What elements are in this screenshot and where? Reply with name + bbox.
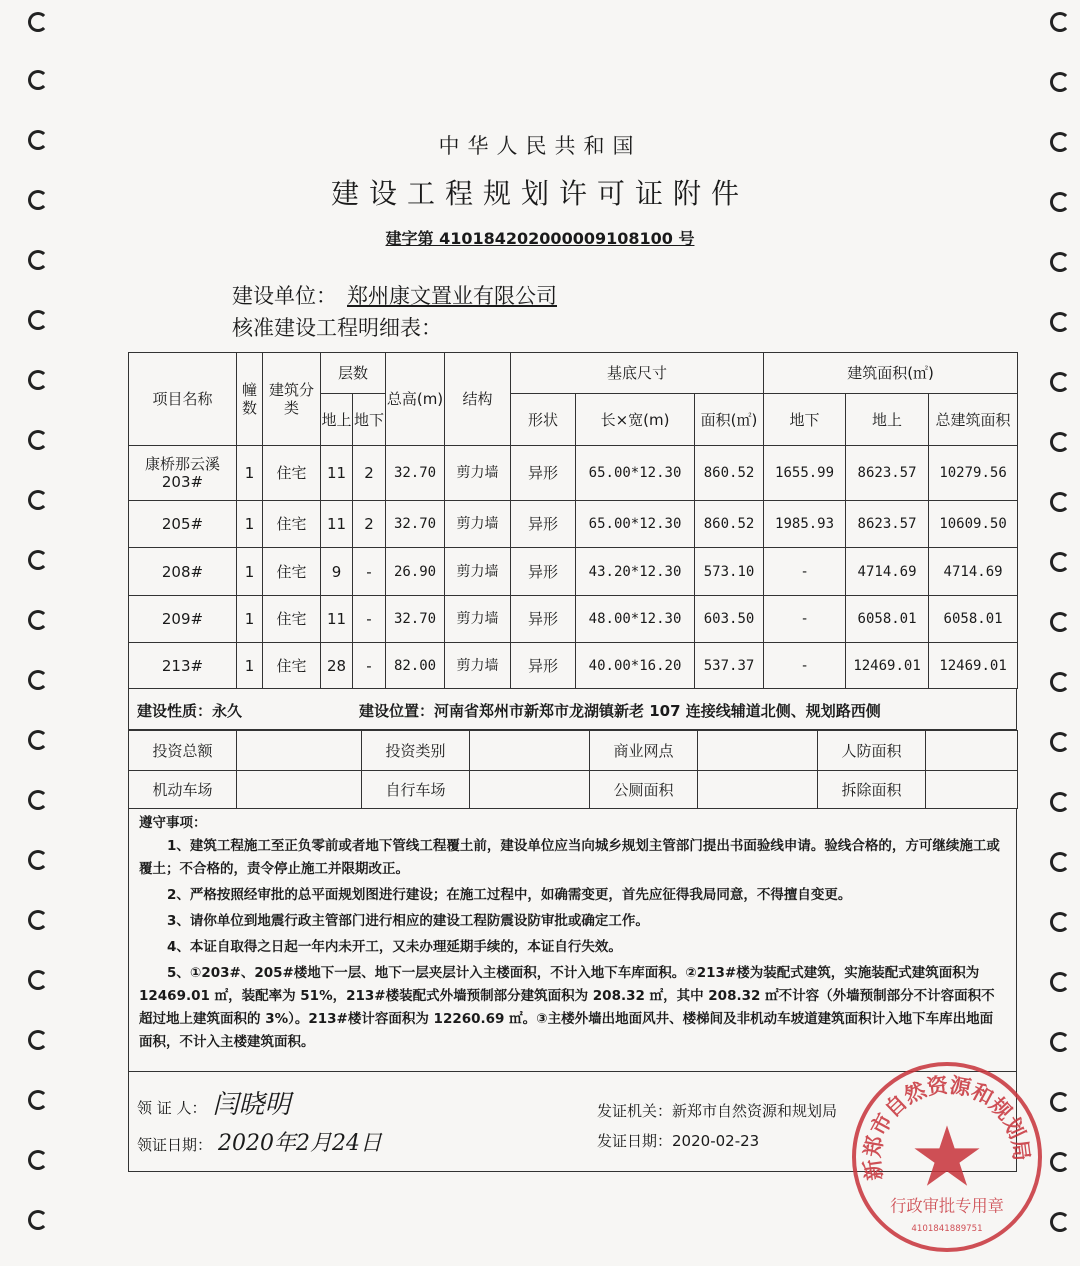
cell-structure: 剪力墙 — [445, 643, 511, 689]
cell-lw: 40.00*16.20 — [576, 643, 695, 689]
cell-total: 6058.01 — [929, 596, 1018, 643]
cell-type: 住宅 — [263, 446, 321, 501]
col-base: 基底尺寸 — [511, 353, 764, 394]
motor-parking-label: 机动车场 — [129, 771, 237, 809]
cell-barea: 573.10 — [695, 548, 764, 596]
cell-lw: 48.00*12.30 — [576, 596, 695, 643]
cell-barea: 860.52 — [695, 446, 764, 501]
cell-shape: 异形 — [511, 446, 576, 501]
col-area: 建筑面积(㎡) — [764, 353, 1018, 394]
col-above: 地上 — [321, 394, 353, 446]
col-count: 幢数 — [237, 353, 263, 446]
note-item: 1、建筑工程施工至正负零前或者地下管线工程覆土前，建设单位应当向城乡规划主管部门提出书面验线申请。验线合格的，方可继续施工或覆土；不合格的，责令停止施工并限期改正。 — [139, 838, 1000, 877]
cell-total: 12469.01 — [929, 643, 1018, 689]
cell-lw: 65.00*12.30 — [576, 446, 695, 501]
cell-barea: 860.52 — [695, 501, 764, 548]
cell-height: 32.70 — [386, 501, 445, 548]
cell-height: 82.00 — [386, 643, 445, 689]
cell-shape: 异形 — [511, 596, 576, 643]
cell-height: 32.70 — [386, 446, 445, 501]
cell-type: 住宅 — [263, 596, 321, 643]
cell-name: 209# — [129, 596, 237, 643]
cell-type: 住宅 — [263, 548, 321, 596]
cell-lw: 65.00*12.30 — [576, 501, 695, 548]
col-type: 建筑分类 — [263, 353, 321, 446]
cell-name: 208# — [129, 548, 237, 596]
cell-under: - — [764, 643, 846, 689]
cell-below: - — [353, 596, 386, 643]
svg-text:新郑市自然资源和规划局: 新郑市自然资源和规划局 — [859, 1071, 1035, 1183]
cell-count: 1 — [237, 501, 263, 548]
cell-over: 8623.57 — [846, 446, 929, 501]
bike-parking-label: 自行车场 — [362, 771, 470, 809]
note-item: 4、本证自取得之日起一年内未开工，又未办理延期手续的，本证自行失效。 — [167, 939, 622, 955]
document-title: 建设工程规划许可证附件 — [330, 177, 749, 210]
svg-text:行政审批专用章: 行政审批专用章 — [890, 1196, 1004, 1216]
invest-total-label: 投资总额 — [129, 731, 237, 771]
info-table — [128, 730, 1018, 809]
col-shape: 形状 — [511, 394, 576, 446]
cell-type: 住宅 — [263, 501, 321, 548]
cell-lw: 43.20*12.30 — [576, 548, 695, 596]
cell-name: 213# — [129, 643, 237, 689]
cell-below: 2 — [353, 501, 386, 548]
star-icon — [914, 1125, 979, 1185]
table-row — [129, 446, 1018, 501]
cell-under: 1655.99 — [764, 446, 846, 501]
cell-below: - — [353, 643, 386, 689]
col-lw: 长×宽(m) — [576, 394, 695, 446]
col-name: 项目名称 — [129, 353, 237, 446]
table-row — [129, 548, 1018, 596]
issue-date: 2020-02-23 — [672, 1132, 760, 1150]
cell-count: 1 — [237, 643, 263, 689]
cell-above: 11 — [321, 446, 353, 501]
commercial-label: 商业网点 — [590, 731, 698, 771]
col-structure: 结构 — [445, 353, 511, 446]
cell-count: 1 — [237, 596, 263, 643]
cell-barea: 537.37 — [695, 643, 764, 689]
cell-under: 1985.93 — [764, 501, 846, 548]
cell-over: 12469.01 — [846, 643, 929, 689]
col-below: 地下 — [353, 394, 386, 446]
country-title: 中华人民共和国 — [438, 134, 642, 158]
civil-defense-label: 人防面积 — [818, 731, 926, 771]
cell-type: 住宅 — [263, 643, 321, 689]
demolition-label: 拆除面积 — [818, 771, 926, 809]
cell-shape: 异形 — [511, 501, 576, 548]
cell-structure: 剪力墙 — [445, 446, 511, 501]
cell-above: 9 — [321, 548, 353, 596]
col-under: 地下 — [764, 394, 846, 446]
detail-table-title: 核准建设工程明细表： — [232, 316, 442, 340]
receiver-signature: 闫晓明 — [212, 1090, 291, 1120]
note-item: 2、严格按照经审批的总平面规划图进行建设；在施工过程中，如确需变更，首先应征得我局同意，不得擅自变更。 — [167, 887, 852, 903]
col-total: 总建筑面积 — [929, 394, 1018, 446]
col-height: 总高(m) — [386, 353, 445, 446]
svg-text:4101841889751: 4101841889751 — [911, 1223, 983, 1234]
cell-total: 4714.69 — [929, 548, 1018, 596]
issuer-label: 发证机关： — [597, 1102, 673, 1120]
cell-below: - — [353, 548, 386, 596]
col-base-area: 面积(㎡) — [695, 394, 764, 446]
cell-height: 26.90 — [386, 548, 445, 596]
cell-name: 康桥那云溪203# — [129, 446, 237, 501]
cell-above: 28 — [321, 643, 353, 689]
table-row — [129, 596, 1018, 643]
cell-over: 6058.01 — [846, 596, 929, 643]
cell-over: 4714.69 — [846, 548, 929, 596]
col-over: 地上 — [846, 394, 929, 446]
notes-section — [128, 808, 1017, 1072]
cell-structure: 剪力墙 — [445, 596, 511, 643]
cell-total: 10279.56 — [929, 446, 1018, 501]
cell-shape: 异形 — [511, 548, 576, 596]
issuer: 新郑市自然资源和规划局 — [672, 1102, 838, 1120]
cell-count: 1 — [237, 446, 263, 501]
receive-date-handwritten: 2020年2月24日 — [218, 1131, 382, 1156]
toilet-label: 公厕面积 — [590, 771, 698, 809]
cell-shape: 异形 — [511, 643, 576, 689]
note-item: 3、请你单位到地震行政主管部门进行相应的建设工程防震设防审批或确定工作。 — [167, 913, 649, 929]
issue-date-label: 发证日期： — [597, 1132, 673, 1150]
notes-title: 遵守事项： — [139, 815, 207, 831]
table-row — [129, 501, 1018, 548]
cell-structure: 剪力墙 — [445, 548, 511, 596]
cell-total: 10609.50 — [929, 501, 1018, 548]
cell-structure: 剪力墙 — [445, 501, 511, 548]
cell-under: - — [764, 548, 846, 596]
receive-date-label: 领证日期： — [137, 1136, 213, 1154]
nature-location-row — [128, 688, 1017, 730]
cell-height: 32.70 — [386, 596, 445, 643]
cell-above: 11 — [321, 596, 353, 643]
permit-number: 建字第 410184202000009108100 号 — [385, 229, 695, 248]
cell-count: 1 — [237, 548, 263, 596]
cell-above: 11 — [321, 501, 353, 548]
col-floors: 层数 — [321, 353, 386, 394]
table-row — [129, 643, 1018, 689]
official-seal — [852, 1062, 1042, 1252]
construction-location: 建设位置：河南省郑州市新郑市龙湖镇新老 107 连接线辅道北侧、规划路西侧 — [359, 702, 881, 720]
note-item: 5、①203#、205#楼地下一层、地下一层夹层计入主楼面积，不计入地下车库面积。②213#楼为装配式建筑，实施装配式建筑面积为 12469.01 ㎡，装配率为 51%，213#楼装配式外墙预制部分建筑面积为 208.32 ㎡，其中 208.32 ㎡不计容（外墙预制部分不计容面积不超过地上建筑面积的 3%）。213#楼计容面积为 12260.69 ㎡。③主楼外墙出地面风井、楼梯间及非机动车坡道建筑面积计入地下车库出地面面积，不计入主楼建筑面积。 — [139, 965, 995, 1050]
seal-graphic — [856, 1066, 1038, 1248]
cell-below: 2 — [353, 446, 386, 501]
cell-over: 8623.57 — [846, 501, 929, 548]
building-detail-table — [128, 352, 1018, 689]
construction-unit: 建设单位： 郑州康文置业有限公司 — [232, 284, 557, 308]
construction-nature: 建设性质：永久 — [137, 702, 243, 720]
cell-barea: 603.50 — [695, 596, 764, 643]
invest-type-label: 投资类别 — [362, 731, 470, 771]
cell-name: 205# — [129, 501, 237, 548]
receiver-label: 领 证 人： — [137, 1099, 207, 1117]
cell-under: - — [764, 596, 846, 643]
